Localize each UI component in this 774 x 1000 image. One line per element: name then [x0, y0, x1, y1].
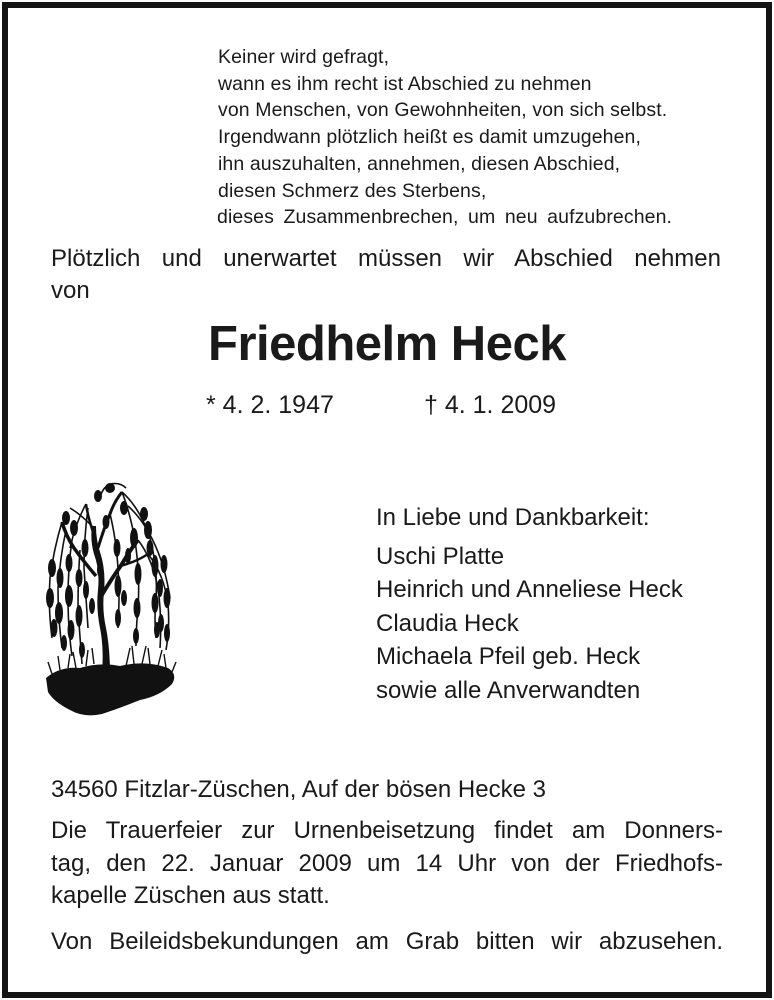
- mourner-name: Michaela Pfeil geb. Heck: [376, 643, 641, 670]
- intro-line: von: [51, 277, 90, 304]
- ceremony-line: kapelle Züschen aus statt.: [51, 882, 330, 909]
- ceremony-line: Die Trauerfeier zur Urnenbeisetzung findet am Donners-: [51, 817, 723, 844]
- death-date: † 4. 1. 2009: [424, 391, 557, 419]
- poem-line: dieses Zusammenbrechen, um neu aufzubrechen.: [217, 206, 673, 229]
- birth-date: * 4. 2. 1947: [206, 391, 334, 419]
- poem-line: ihn auszuhalten, annehmen, diesen Abschied,: [218, 152, 621, 175]
- poem-line: diesen Schmerz des Sterbens,: [218, 179, 487, 202]
- intro-text: [51, 243, 725, 307]
- poem-line: wann es ihm recht ist Abschied zu nehmen: [218, 72, 592, 95]
- ceremony-info: [51, 815, 723, 913]
- deceased-name: Friedhelm Heck: [208, 317, 566, 371]
- mourners-block: [376, 501, 683, 707]
- mourner-name: Heinrich und Anneliese Heck: [376, 576, 683, 603]
- ceremony-line: tag, den 22. Januar 2009 um 14 Uhr von der Friedhofs-: [51, 849, 723, 877]
- mourners-heading: In Liebe und Dankbarkeit:: [376, 504, 650, 531]
- mourner-name: Uschi Platte: [376, 542, 505, 570]
- poem-line: Keiner wird gefragt,: [218, 46, 390, 68]
- condolence-request: Von Beileidsbekundungen am Grab bitten wir abzusehen.: [51, 928, 723, 955]
- poem-line: Irgendwann plötzlich heißt es damit umzugehen,: [218, 126, 642, 149]
- mourner-name: sowie alle Anverwandten: [376, 676, 641, 704]
- intro-line: Plötzlich und unerwartet müssen wir Abschied nehmen: [51, 245, 721, 272]
- weeping-willow-icon: [40, 478, 180, 723]
- poem: [218, 44, 672, 231]
- mourner-name: Claudia Heck: [376, 609, 519, 637]
- poem-line: von Menschen, von Gewohnheiten, von sich selbst.: [218, 99, 668, 122]
- family-address: 34560 Fitzlar-Züschen, Auf der bösen Hecke 3: [51, 776, 546, 803]
